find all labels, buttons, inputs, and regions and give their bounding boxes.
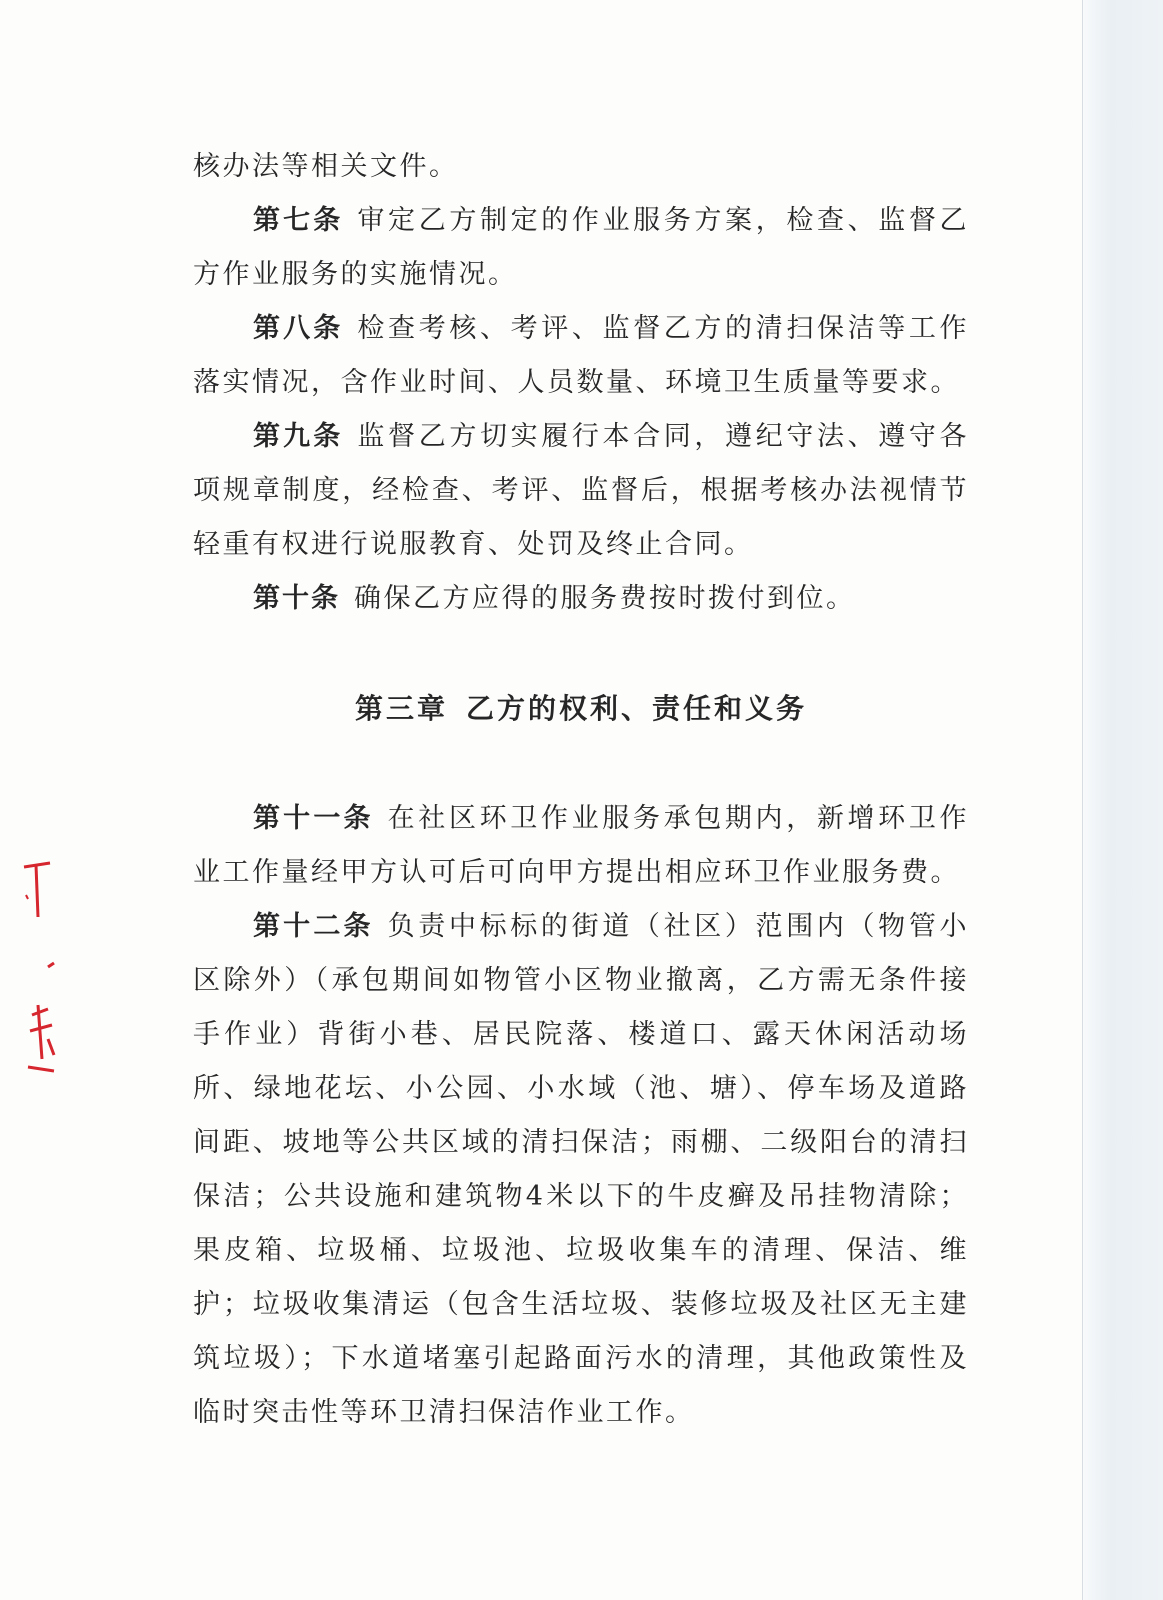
article-9 bbox=[193, 410, 969, 572]
document-body bbox=[193, 140, 969, 1440]
article-text: 负责中标标的街道（社区）范围内（物管小区除外）（承包期间如物管小区物业撤离，乙方需无条件接手作业）背街小巷、居民院落、楼道口、露天休闲活动场所、绿地花坛、小公园、小水域（池、塘）、停车场及道路间距、坡地等公共区域的清扫保洁；雨棚、二级阳台的清扫保洁；公共设施和建筑物4米以下的牛皮癣及吊挂物清除；果皮箱、垃圾桶、垃圾池、垃圾收集车的清理、保洁、维护；垃圾收集清运（包含生活垃圾、装修垃圾及社区无主建筑垃圾）；下水道堵塞引起路面污水的清理，其他政策性及临时突击性等环卫清扫保洁作业工作。 bbox=[193, 911, 970, 1428]
red-seal-fragment bbox=[18, 855, 58, 1085]
article-number: 第九条 bbox=[253, 421, 344, 452]
article-text: 确保乙方应得的服务费按时拨付到位。 bbox=[354, 583, 856, 614]
paragraph-continuation bbox=[193, 140, 969, 194]
article-10 bbox=[193, 572, 969, 626]
article-7 bbox=[193, 194, 969, 302]
article-12 bbox=[193, 900, 969, 1440]
chapter-title: 乙方的权利、责任和义务 bbox=[466, 692, 808, 725]
scanned-page-edge bbox=[1082, 0, 1163, 1600]
article-11 bbox=[193, 792, 969, 900]
article-number: 第七条 bbox=[253, 205, 344, 236]
article-text: 审定乙方制定的作业服务方案，检查、监督乙方作业服务的实施情况。 bbox=[193, 205, 970, 290]
article-number: 第八条 bbox=[253, 313, 344, 344]
article-8 bbox=[193, 302, 969, 410]
article-text: 监督乙方切实履行本合同，遵纪守法、遵守各项规章制度，经检查、考评、监督后，根据考核办法视情节轻重有权进行说服教育、处罚及终止合同。 bbox=[193, 421, 970, 560]
chapter-heading bbox=[193, 682, 969, 736]
paragraph-text: 核办法等相关文件。 bbox=[193, 151, 459, 182]
chapter-number: 第三章 bbox=[354, 692, 448, 725]
article-number: 第十一条 bbox=[253, 803, 374, 834]
article-number: 第十二条 bbox=[253, 911, 374, 942]
article-number: 第十条 bbox=[253, 583, 340, 614]
article-text: 检查考核、考评、监督乙方的清扫保洁等工作落实情况，含作业时间、人员数量、环境卫生质量等要求。 bbox=[193, 313, 970, 398]
article-text: 在社区环卫作业服务承包期内，新增环卫作业工作量经甲方认可后可向甲方提出相应环卫作业服务费。 bbox=[193, 803, 970, 888]
